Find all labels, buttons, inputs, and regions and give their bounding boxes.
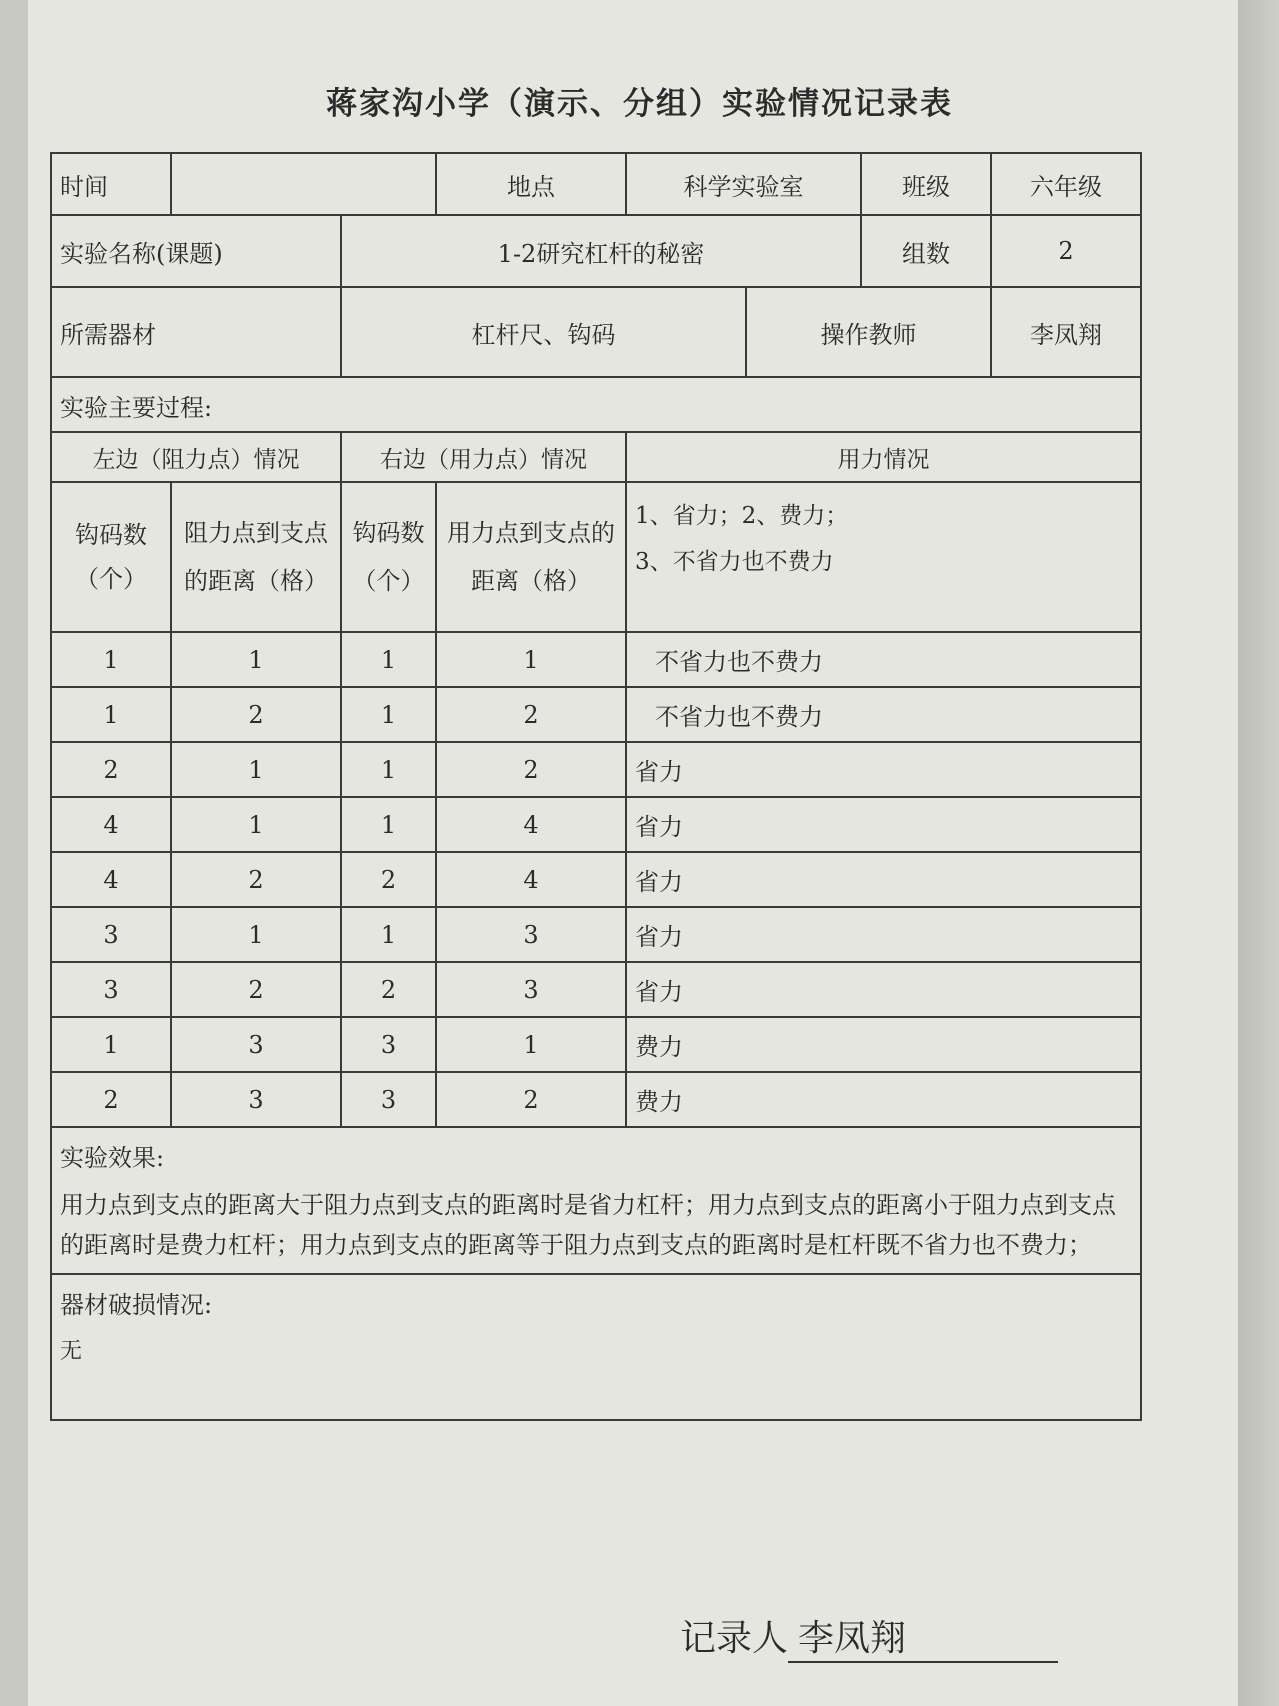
- damage-text: 无: [51, 1328, 1141, 1420]
- cell-resistance-distance: 2: [171, 687, 341, 742]
- effect-body-row: [51, 1181, 1141, 1274]
- time-label: 时间: [51, 153, 171, 215]
- damage-title-row: [51, 1274, 1141, 1328]
- groups-value: 2: [991, 215, 1141, 287]
- cell-left-hooks: 2: [51, 742, 171, 797]
- col-right-hooks: 钩码数（个）: [341, 482, 436, 632]
- col-resistance-distance: 阻力点到支点的距离（格）: [171, 482, 341, 632]
- place-label: 地点: [436, 153, 626, 215]
- cell-effort-distance: 3: [436, 962, 626, 1017]
- data-rows: [51, 632, 1141, 1127]
- left-group-header: 左边（阻力点）情况: [51, 432, 341, 482]
- cell-right-hooks: 1: [341, 632, 436, 687]
- effect-title-row: [51, 1127, 1141, 1181]
- cell-right-hooks: 1: [341, 742, 436, 797]
- teacher-value: 李凤翔: [991, 287, 1141, 377]
- cell-resistance-distance: 1: [171, 742, 341, 797]
- place-value: 科学实验室: [626, 153, 861, 215]
- table-row: [51, 852, 1141, 907]
- cell-force: 省力: [626, 797, 1141, 852]
- cell-resistance-distance: 2: [171, 852, 341, 907]
- cell-effort-distance: 4: [436, 797, 626, 852]
- col-effort-distance: 用力点到支点的距离（格）: [436, 482, 626, 632]
- header-row-2: [51, 215, 1141, 287]
- effect-text: 用力点到支点的距离大于阻力点到支点的距离时是省力杠杆；用力点到支点的距离小于阻力点到支点的距离时是费力杠杆；用力点到支点的距离等于阻力点到支点的距离时是杠杆既不省力也不费力；: [51, 1181, 1141, 1274]
- cell-force: 省力: [626, 907, 1141, 962]
- process-title: 实验主要过程:: [51, 377, 1141, 432]
- recorder-signature: [680, 1610, 1058, 1663]
- damage-title: 器材破损情况:: [51, 1274, 1141, 1328]
- cell-left-hooks: 1: [51, 1017, 171, 1072]
- process-title-row: [51, 377, 1141, 432]
- cell-force: 费力: [626, 1072, 1141, 1127]
- cell-resistance-distance: 1: [171, 632, 341, 687]
- column-header-row: [51, 482, 1141, 632]
- table-row: [51, 632, 1141, 687]
- recorder-label: 记录人: [680, 1618, 789, 1659]
- table-row: [51, 687, 1141, 742]
- table-row: [51, 1017, 1141, 1072]
- cell-force: 省力: [626, 962, 1141, 1017]
- cell-left-hooks: 2: [51, 1072, 171, 1127]
- cell-effort-distance: 2: [436, 1072, 626, 1127]
- cell-effort-distance: 4: [436, 852, 626, 907]
- cell-effort-distance: 2: [436, 742, 626, 797]
- cell-resistance-distance: 1: [171, 907, 341, 962]
- cell-right-hooks: 1: [341, 687, 436, 742]
- record-form: [50, 152, 1142, 1421]
- effect-title: 实验效果:: [51, 1127, 1141, 1181]
- groups-label: 组数: [861, 215, 991, 287]
- col-left-hooks: 钩码数（个）: [51, 482, 171, 632]
- teacher-label: 操作教师: [746, 287, 991, 377]
- cell-left-hooks: 3: [51, 907, 171, 962]
- cell-left-hooks: 1: [51, 632, 171, 687]
- table-row: [51, 742, 1141, 797]
- time-value: [171, 153, 436, 215]
- cell-right-hooks: 1: [341, 907, 436, 962]
- cell-resistance-distance: 3: [171, 1017, 341, 1072]
- table-row: [51, 962, 1141, 1017]
- cell-force: 省力: [626, 742, 1141, 797]
- cell-left-hooks: 1: [51, 687, 171, 742]
- paper-edge: [1238, 0, 1279, 1706]
- table-row: [51, 907, 1141, 962]
- cell-effort-distance: 3: [436, 907, 626, 962]
- force-legend-line-2: 3、不省力也不费力: [635, 549, 834, 575]
- cell-left-hooks: 4: [51, 797, 171, 852]
- force-group-header: 用力情况: [626, 432, 1141, 482]
- cell-resistance-distance: 2: [171, 962, 341, 1017]
- force-legend-line-1: 1、省力；2、费力；: [635, 503, 849, 529]
- cell-effort-distance: 2: [436, 687, 626, 742]
- header-row-1: [51, 153, 1141, 215]
- class-value: 六年级: [991, 153, 1141, 215]
- recorder-name: 李凤翔: [788, 1610, 1058, 1663]
- materials-value: 杠杆尺、钩码: [341, 287, 746, 377]
- experiment-label: 实验名称(课题): [51, 215, 341, 287]
- cell-force: 不省力也不费力: [626, 687, 1141, 742]
- cell-resistance-distance: 3: [171, 1072, 341, 1127]
- group-header-row: [51, 432, 1141, 482]
- class-label: 班级: [861, 153, 991, 215]
- cell-right-hooks: 2: [341, 962, 436, 1017]
- cell-effort-distance: 1: [436, 632, 626, 687]
- cell-left-hooks: 3: [51, 962, 171, 1017]
- materials-label: 所需器材: [51, 287, 341, 377]
- damage-body-row: [51, 1328, 1141, 1420]
- table-row: [51, 797, 1141, 852]
- cell-right-hooks: 2: [341, 852, 436, 907]
- cell-right-hooks: 3: [341, 1017, 436, 1072]
- right-group-header: 右边（用力点）情况: [341, 432, 626, 482]
- force-legend: [626, 482, 1141, 632]
- cell-effort-distance: 1: [436, 1017, 626, 1072]
- cell-force: 不省力也不费力: [626, 632, 1141, 687]
- table-row: [51, 1072, 1141, 1127]
- cell-force: 省力: [626, 852, 1141, 907]
- cell-resistance-distance: 1: [171, 797, 341, 852]
- cell-left-hooks: 4: [51, 852, 171, 907]
- cell-force: 费力: [626, 1017, 1141, 1072]
- cell-right-hooks: 1: [341, 797, 436, 852]
- cell-right-hooks: 3: [341, 1072, 436, 1127]
- experiment-value: 1-2研究杠杆的秘密: [341, 215, 861, 287]
- document-title: 蒋家沟小学（演示、分组）实验情况记录表: [326, 86, 953, 122]
- header-row-3: [51, 287, 1141, 377]
